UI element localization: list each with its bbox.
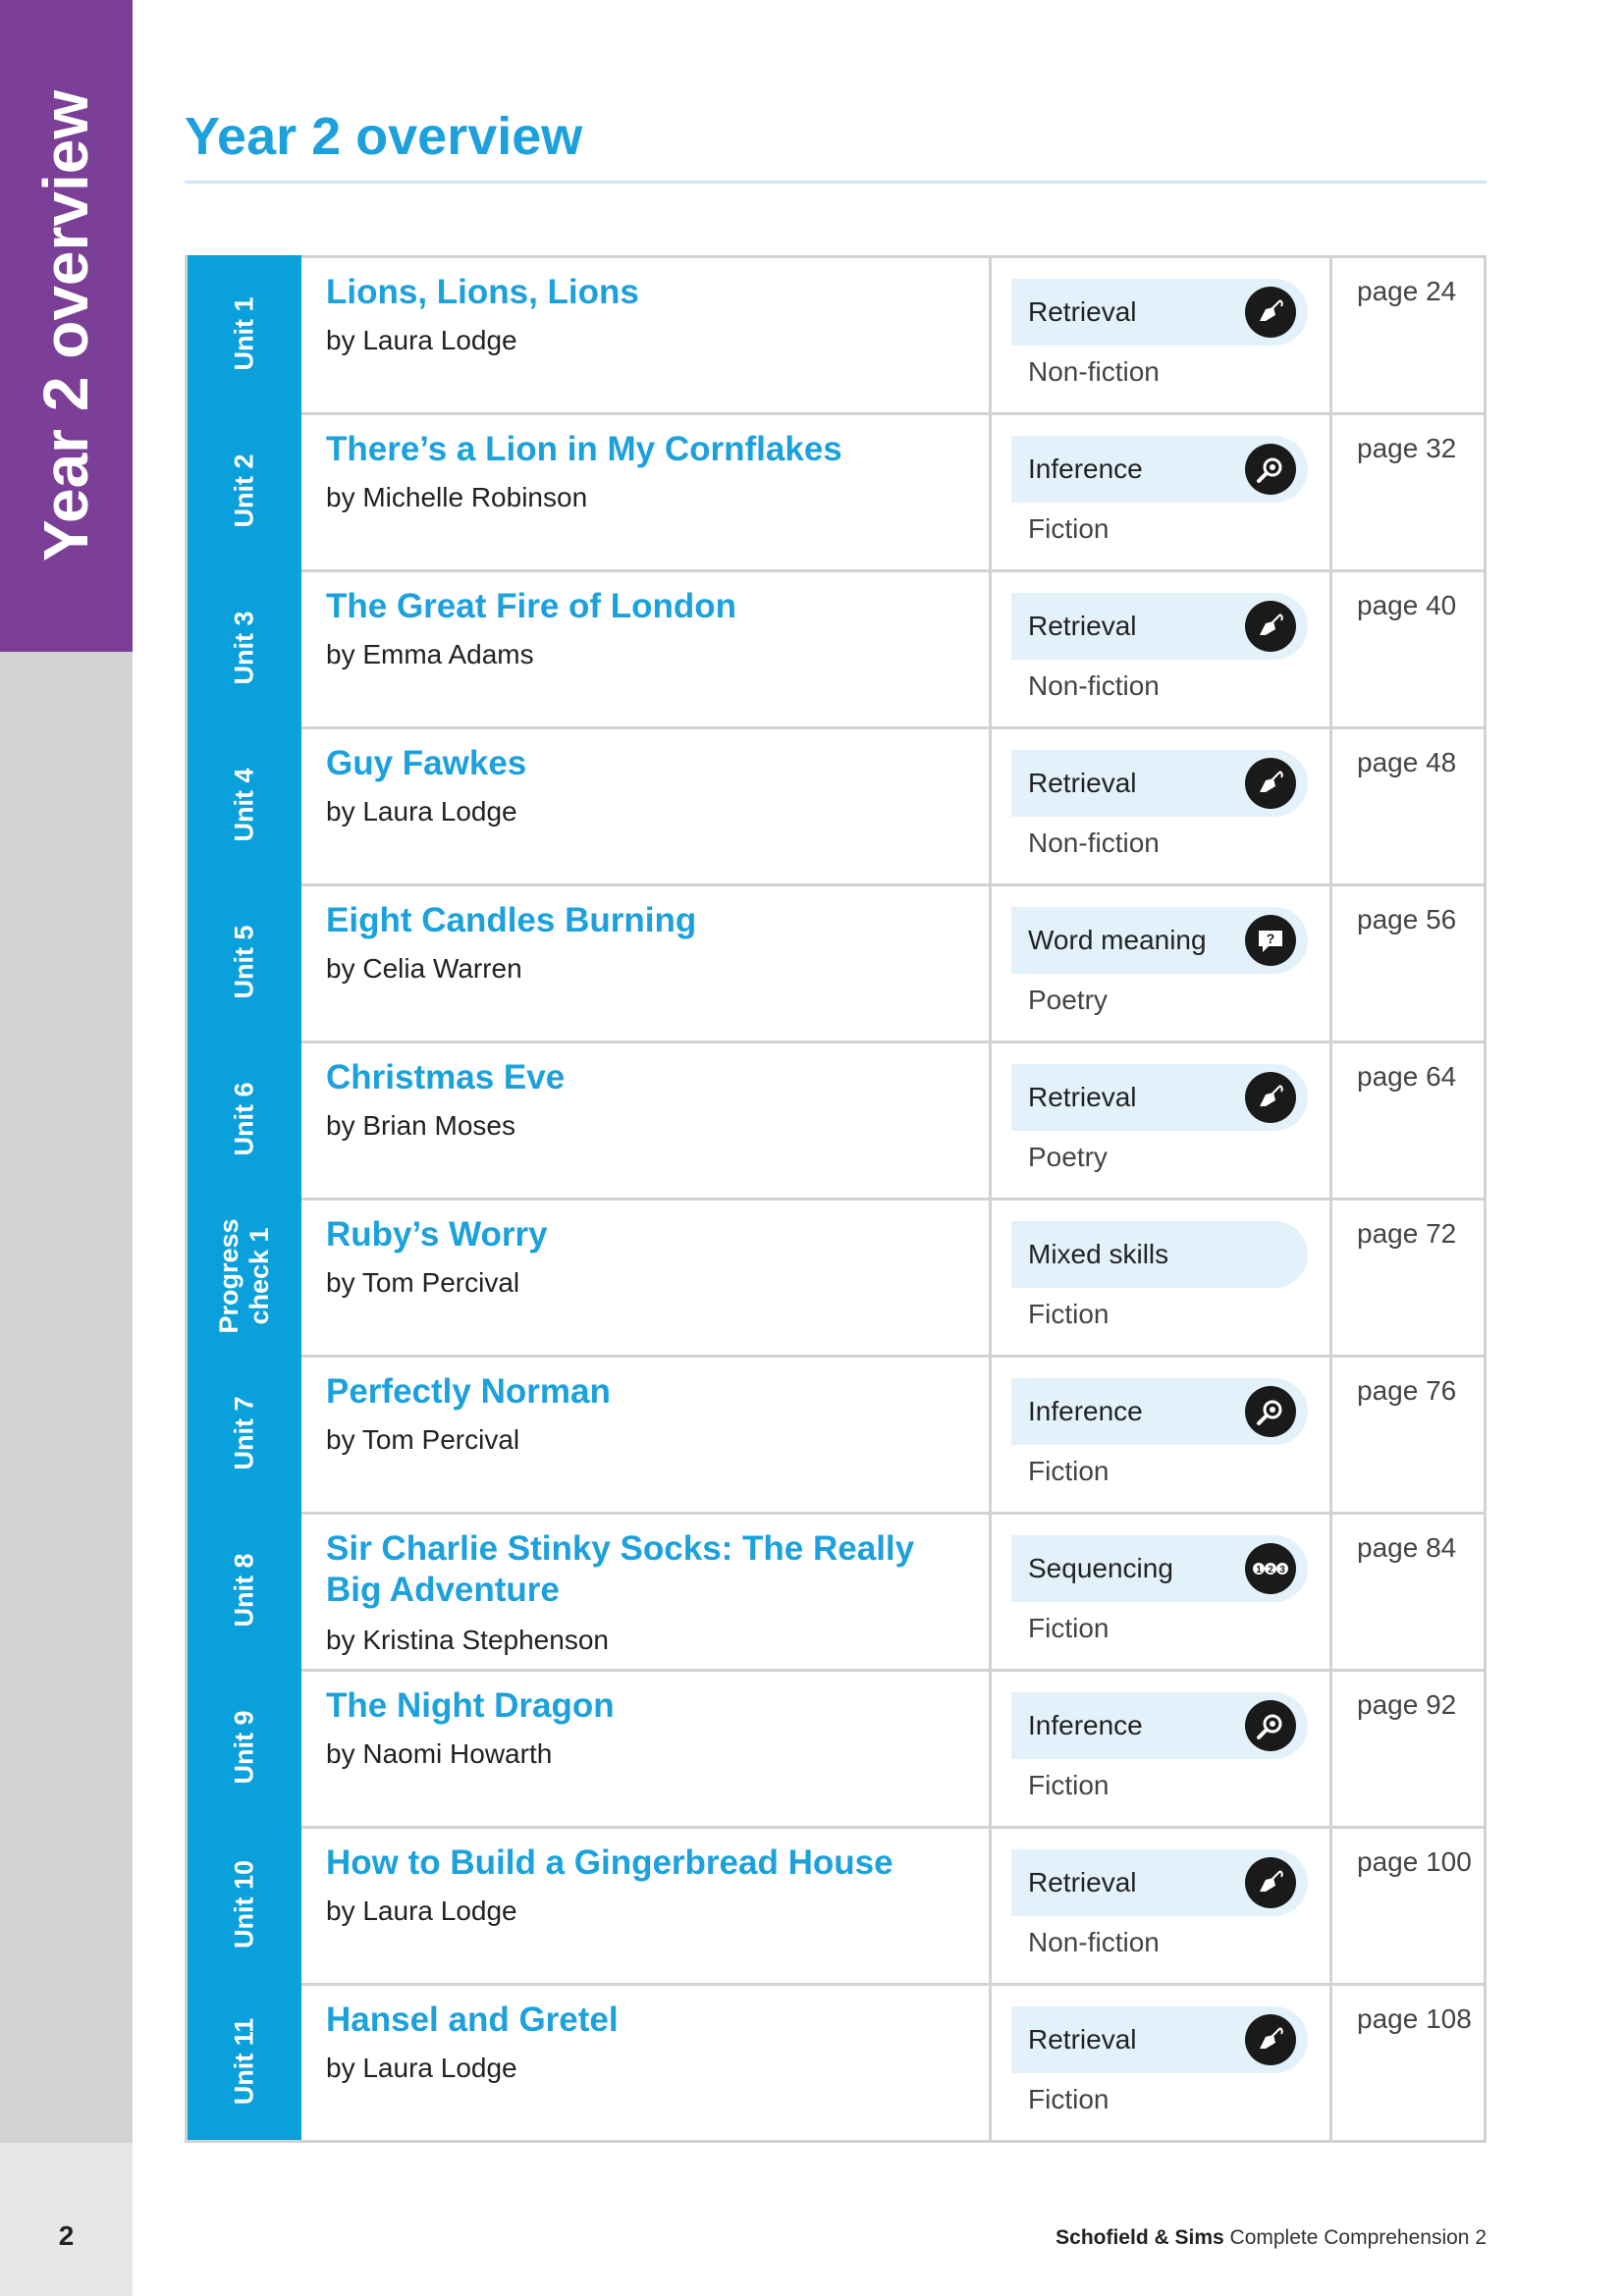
- story-title: Christmas Eve: [326, 1058, 566, 1096]
- skill-name: Word meaning: [1028, 925, 1207, 955]
- table-row: [185, 883, 1487, 1041]
- word-meaning-icon: [1245, 915, 1296, 966]
- table-row: [185, 1826, 1487, 1983]
- story-title: How to Build a Gingerbread House: [326, 1843, 893, 1882]
- title-cell: [301, 1201, 989, 1355]
- page-title: Year 2 overview: [185, 107, 583, 166]
- skill-cell: [992, 1515, 1329, 1669]
- skill-cell: [992, 1358, 1329, 1512]
- genre-label: Non-fiction: [1028, 670, 1160, 701]
- story-author: by Tom Percival: [326, 1424, 520, 1455]
- unit-cell: [185, 726, 301, 883]
- story-author: by Brian Moses: [326, 1110, 515, 1141]
- table-row: [185, 1041, 1487, 1198]
- skill-badge: [1011, 1535, 1308, 1602]
- skill-badge: [1011, 750, 1308, 817]
- skill-badge: [1011, 279, 1308, 346]
- page-reference: page 24: [1357, 276, 1457, 306]
- skill-badge: [1011, 907, 1308, 974]
- story-author: by Kristina Stephenson: [326, 1625, 609, 1655]
- page-cell: [1332, 1515, 1484, 1669]
- page-reference: page 64: [1357, 1061, 1457, 1092]
- page-reference: page 32: [1357, 433, 1457, 463]
- genre-label: Non-fiction: [1028, 828, 1160, 858]
- unit-cell: [185, 569, 301, 726]
- column-divider: [1484, 1826, 1487, 1983]
- table-row: [185, 1512, 1487, 1669]
- page-reference: page 40: [1357, 590, 1457, 620]
- story-title: Perfectly Norman: [326, 1372, 611, 1411]
- table-row: [185, 1355, 1487, 1512]
- genre-label: Poetry: [1028, 1142, 1108, 1172]
- story-title: Hansel and Gretel: [326, 2001, 619, 2039]
- page-cell: [1332, 415, 1484, 569]
- genre-label: Poetry: [1028, 985, 1108, 1015]
- skill-name: Inference: [1028, 454, 1143, 484]
- column-divider: [1484, 255, 1487, 412]
- story-title: Ruby’s Worry: [326, 1215, 548, 1254]
- story-title: Guy Fawkes: [326, 744, 527, 782]
- overview-table: [185, 255, 1487, 2143]
- skill-cell: [992, 886, 1329, 1041]
- genre-label: Fiction: [1028, 1299, 1110, 1329]
- skill-cell: [992, 1672, 1329, 1826]
- skill-cell: [992, 572, 1329, 726]
- page-cell: [1332, 729, 1484, 883]
- sidebar-footer-band: [0, 2143, 133, 2296]
- unit-label: Unit 9: [229, 1710, 259, 1785]
- sequencing-icon: [1245, 1543, 1296, 1594]
- skill-name: Retrieval: [1028, 296, 1137, 327]
- skill-name: Retrieval: [1028, 2024, 1137, 2055]
- svg-text:3: 3: [1279, 1565, 1285, 1575]
- skill-name: Inference: [1028, 1710, 1143, 1740]
- unit-label: Unit 10: [229, 1859, 259, 1949]
- unit-label: Unit 1: [229, 296, 259, 371]
- table-row: [185, 1983, 1487, 2143]
- page-cell: [1332, 1358, 1484, 1512]
- unit-label: Unit 6: [229, 1082, 259, 1156]
- genre-label: Fiction: [1028, 513, 1110, 544]
- unit-label: Unit 11: [229, 2017, 259, 2106]
- retrieval-icon: [1245, 1857, 1296, 1908]
- page-cell: [1332, 1043, 1484, 1198]
- title-cell: [301, 1043, 989, 1198]
- column-divider: [1484, 412, 1487, 569]
- unit-label: Unit 8: [229, 1553, 259, 1628]
- story-author: by Laura Lodge: [326, 1896, 517, 1926]
- unit-label: Unit 4: [229, 768, 259, 842]
- skill-name: Retrieval: [1028, 768, 1137, 798]
- column-divider: [1484, 1983, 1487, 2140]
- column-divider: [1484, 569, 1487, 726]
- svg-text:2: 2: [1268, 1565, 1273, 1575]
- skill-cell: [992, 1829, 1329, 1983]
- skill-cell: [992, 1043, 1329, 1198]
- unit-label: Progress check 1: [213, 1218, 274, 1334]
- page-cell: [1332, 258, 1484, 412]
- inference-icon: [1245, 1700, 1296, 1751]
- unit-label: Unit 5: [229, 925, 259, 999]
- column-divider: [1484, 1512, 1487, 1669]
- genre-label: Fiction: [1028, 2084, 1110, 2114]
- unit-cell: [185, 1355, 301, 1512]
- unit-cell: [185, 1041, 301, 1198]
- story-author: by Michelle Robinson: [326, 482, 588, 512]
- skill-cell: [992, 1201, 1329, 1355]
- svg-text:1: 1: [1256, 1565, 1262, 1575]
- genre-label: Fiction: [1028, 1456, 1110, 1486]
- title-cell: [301, 1986, 989, 2140]
- unit-cell: [185, 883, 301, 1041]
- retrieval-icon: [1245, 1072, 1296, 1123]
- sidebar-title: Year 2 overview: [30, 89, 101, 562]
- skill-cell: [992, 415, 1329, 569]
- skill-name: Retrieval: [1028, 1867, 1137, 1897]
- page-cell: [1332, 1829, 1484, 1983]
- page-reference: page 72: [1357, 1218, 1457, 1249]
- skill-badge: [1011, 1378, 1308, 1445]
- retrieval-icon: [1245, 601, 1296, 652]
- genre-label: Fiction: [1028, 1613, 1110, 1643]
- page-cell: [1332, 1986, 1484, 2140]
- inference-icon: [1245, 1386, 1296, 1437]
- inference-icon: [1245, 444, 1296, 495]
- skill-name: Sequencing: [1028, 1553, 1173, 1583]
- footer: [1056, 2226, 1487, 2250]
- footer-product: Complete Comprehension 2: [1223, 2226, 1487, 2249]
- table-row: [185, 255, 1487, 412]
- unit-label: Unit 2: [229, 454, 259, 528]
- unit-label: Unit 7: [229, 1396, 259, 1470]
- skill-name: Retrieval: [1028, 611, 1137, 641]
- retrieval-icon: [1245, 758, 1296, 809]
- svg-text:?: ?: [1266, 931, 1275, 946]
- story-title: The Night Dragon: [326, 1686, 615, 1725]
- story-author: by Laura Lodge: [326, 2053, 517, 2083]
- story-title: The Great Fire of London: [326, 587, 737, 625]
- title-cell: [301, 572, 989, 726]
- page-reference: page 100: [1357, 1846, 1472, 1877]
- page-number: 2: [58, 2220, 75, 2251]
- table-row: [185, 1669, 1487, 1826]
- title-cell: [301, 258, 989, 412]
- retrieval-icon: [1245, 287, 1296, 338]
- table-row: [185, 569, 1487, 726]
- skill-badge: [1011, 436, 1308, 503]
- skill-name: Inference: [1028, 1396, 1143, 1426]
- genre-label: Non-fiction: [1028, 1927, 1160, 1957]
- story-title: Lions, Lions, Lions: [326, 273, 639, 311]
- column-divider: [1484, 1355, 1487, 1512]
- unit-cell: [185, 1198, 301, 1355]
- story-author: by Naomi Howarth: [326, 1738, 553, 1769]
- page-cell: [1332, 1672, 1484, 1826]
- table-row: [185, 412, 1487, 569]
- unit-cell: [185, 1669, 301, 1826]
- column-divider: [1484, 1669, 1487, 1826]
- title-cell: [301, 415, 989, 569]
- skill-badge: [1011, 2006, 1308, 2073]
- unit-cell: [185, 1983, 301, 2140]
- skill-name: Retrieval: [1028, 1082, 1137, 1112]
- story-title: There’s a Lion in My Cornflakes: [326, 430, 842, 468]
- story-author: by Emma Adams: [326, 639, 534, 669]
- page-reference: page 56: [1357, 904, 1457, 934]
- sidebar: [0, 0, 133, 2296]
- page-reference: page 48: [1357, 747, 1457, 777]
- table-row: [185, 1198, 1487, 1355]
- skill-cell: [992, 1986, 1329, 2140]
- story-title: Eight Candles Burning: [326, 901, 697, 939]
- page-reference: page 92: [1357, 1689, 1457, 1720]
- page-cell: [1332, 572, 1484, 726]
- story-title: Sir Charlie Stinky Socks: The Really Big Adventure: [326, 1529, 915, 1609]
- unit-label: Unit 3: [229, 611, 259, 685]
- page-reference: page 108: [1357, 2003, 1472, 2034]
- sidebar-title-band: [0, 0, 133, 652]
- unit-cell: [185, 1826, 301, 1983]
- title-cell: [301, 1515, 989, 1669]
- skill-badge: [1011, 1221, 1308, 1288]
- page-cell: [1332, 886, 1484, 1041]
- title-cell: [301, 886, 989, 1041]
- skill-cell: [992, 729, 1329, 883]
- title-cell: [301, 1358, 989, 1512]
- skill-badge: [1011, 1849, 1308, 1916]
- retrieval-icon: [1245, 2014, 1296, 2065]
- skill-badge: [1011, 593, 1308, 660]
- skill-cell: [992, 258, 1329, 412]
- title-cell: [301, 729, 989, 883]
- title-cell: [301, 1829, 989, 1983]
- story-author: by Tom Percival: [326, 1267, 520, 1298]
- title-divider: [185, 181, 1487, 184]
- skill-badge: [1011, 1064, 1308, 1131]
- story-author: by Laura Lodge: [326, 325, 517, 355]
- unit-cell: [185, 255, 301, 412]
- skill-name: Mixed skills: [1028, 1239, 1169, 1269]
- story-author: by Celia Warren: [326, 953, 522, 984]
- column-divider: [1484, 1198, 1487, 1355]
- genre-label: Fiction: [1028, 1770, 1110, 1800]
- unit-cell: [185, 1512, 301, 1669]
- skill-badge: [1011, 1692, 1308, 1759]
- page-cell: [1332, 1201, 1484, 1355]
- title-cell: [301, 1672, 989, 1826]
- page-reference: page 76: [1357, 1375, 1457, 1406]
- story-author: by Laura Lodge: [326, 796, 517, 827]
- page-reference: page 84: [1357, 1532, 1457, 1563]
- column-divider: [1484, 1041, 1487, 1198]
- column-divider: [1484, 726, 1487, 883]
- footer-brand: Schofield & Sims: [1056, 2226, 1224, 2249]
- column-divider: [1484, 883, 1487, 1041]
- genre-label: Non-fiction: [1028, 356, 1160, 387]
- unit-cell: [185, 412, 301, 569]
- table-row: [185, 726, 1487, 883]
